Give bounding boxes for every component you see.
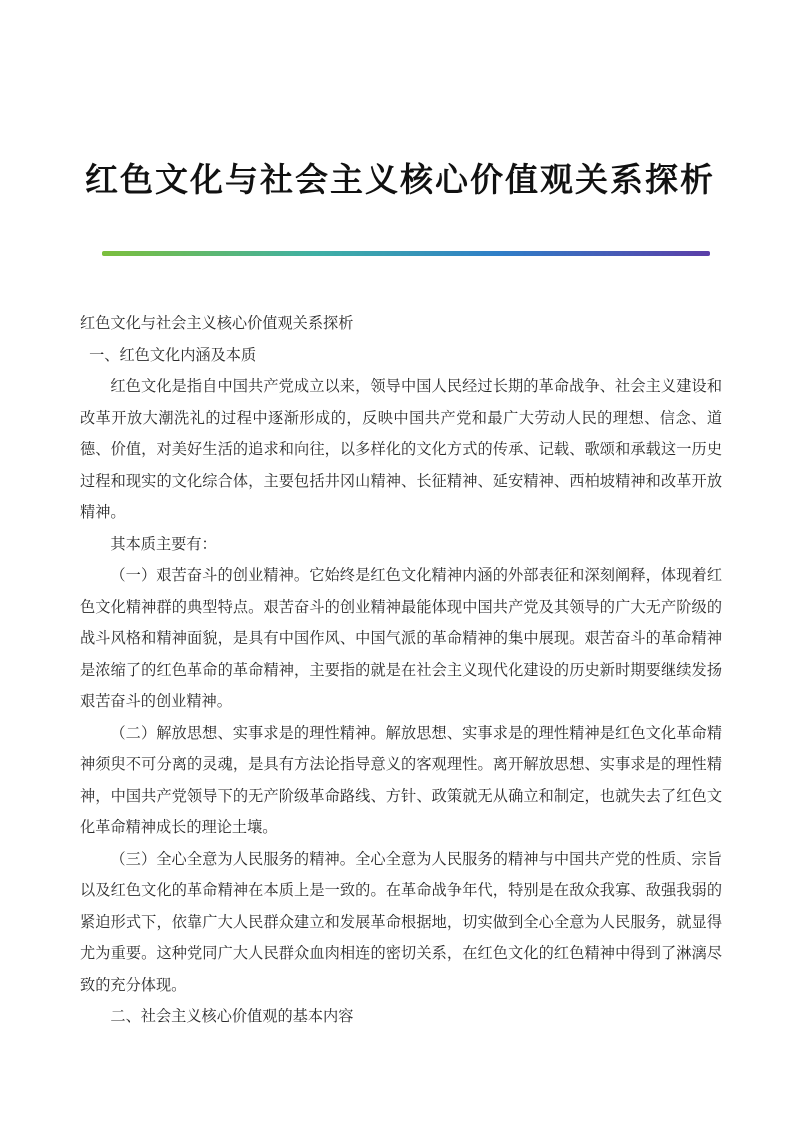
title-divider [102, 251, 710, 256]
paragraph-point-3: （三）全心全意为人民服务的精神。全心全意为人民服务的精神与中国共产党的性质、宗旨以及红色文化的革命精神在本质上是一致的。在革命战争年代，特别是在敌众我寡、敌强我弱的紧迫形式下，依靠广大人民群众建立和发展革命根据地，切实做到全心全意为人民服务，就显得尤为重要。这种党同广大人民群众血肉相连的密切关系，在红色文化的红色精神中得到了淋漓尽致的充分体现。 [80, 849, 722, 994]
page-title: 红色文化与社会主义核心价值观关系探析 [85, 160, 715, 199]
document-subtitle: 红色文化与社会主义核心价值观关系探析 [80, 314, 354, 332]
section-heading-2: 二、社会主义核心价值观的基本内容 [110, 1007, 354, 1025]
document-body [80, 308, 722, 1033]
section-heading-1: 一、红色文化内涵及本质 [89, 345, 257, 364]
paragraph-essence-intro: 其本质主要有： [110, 534, 217, 553]
paragraph-point-1: （一）艰苦奋斗的创业精神。它始终是红色文化精神内涵的外部表征和深刻阐释，体现着红色文化精神群的典型特点。艰苦奋斗的创业精神最能体现中国共产党及其领导的广大无产阶级的战斗风格和精神面貌，是具有中国作风、中国气派的革命精神的集中展现。艰苦奋斗的革命精神是浓缩了的红色革命的革命精神，主要指的就是在社会主义现代化建设的历史新时期要继续发扬艰苦奋斗的创业精神。 [80, 566, 722, 710]
paragraph-definition: 红色文化是指自中国共产党成立以来，领导中国人民经过长期的革命战争、社会主义建设和改革开放大潮洗礼的过程中逐渐形成的，反映中国共产党和最广大劳动人民的理想、信念、道德、价值，对美好生活的追求和向往，以多样化的文化方式的传承、记载、歌颂和承载这一历史过程和现实的文化综合体，主要包括井冈山精神、长征精神、延安精神、西柏坡精神和改革开放精神。 [80, 377, 722, 521]
paragraph-point-2: （二）解放思想、实事求是的理性精神。解放思想、实事求是的理性精神是红色文化革命精神须臾不可分离的灵魂，是具有方法论指导意义的客观理性。离开解放思想、实事求是的理性精神，中国共产党领导下的无产阶级革命路线、方针、政策就无从确立和制定，也就失去了红色文化革命精神成长的理论土壤。 [80, 723, 722, 836]
